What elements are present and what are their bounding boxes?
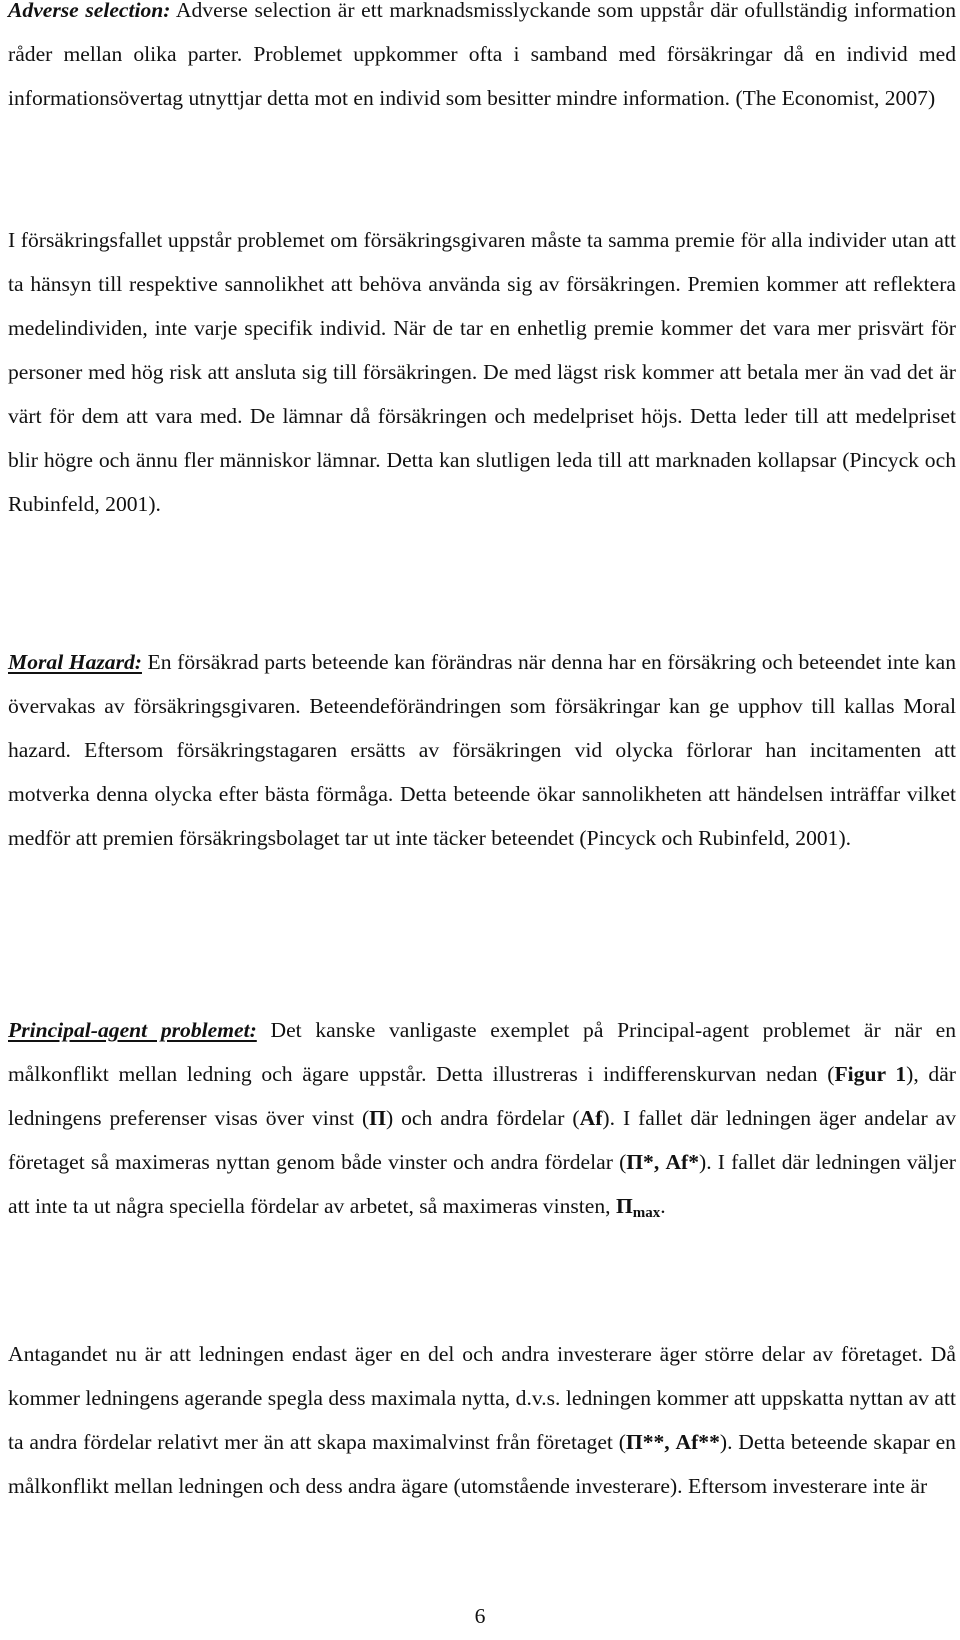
- subscript-max: max: [632, 1205, 661, 1221]
- text-segment: ). I fallet där ledningen väljer att inte ta ut några speciella fördelar av arbetet, så maximeras vinsten,: [8, 1150, 956, 1218]
- symbol-profit-max: Π: [615, 1194, 633, 1218]
- symbol-optimum: Π*, Af*: [626, 1150, 700, 1174]
- text-segment: ) och andra fördelar (: [385, 1106, 580, 1130]
- symbol-other-benefits: Af: [579, 1106, 603, 1130]
- text-segment: ). Detta beteende skapar en målkonflikt mellan ledningen och dess andra ägare (utomstående investerare). Eftersom investerare inte är: [8, 1430, 956, 1498]
- paragraph-text: Adverse selection är ett marknadsmisslyckande som uppstår där ofullständig information råder mellan olika parter. Problemet uppkommer ofta i samband med försäkringar då en individ med informationsövertag utnyttjar detta mot en individ som besitter mindre information. (The Economist, 2007): [8, 0, 957, 110]
- text-segment: Det kanske vanligaste exemplet på Principal-agent problemet är när en målkonflikt mellan ledning och ägare uppstår. Detta illustreras i indifferenskurvan nedan (: [8, 1018, 956, 1086]
- paragraph-text: En försäkrad parts beteende kan förändras när denna har en försäkring och beteendet inte kan övervakas av försäkringsgivaren. Beteendeförändringen som försäkringar kan ge upphov till kallas Moral hazard. Eftersom försäkringstagaren ersätts av försäkringen vid olycka förlorar han incitamenten att motverka denna olycka efter bästa förmåga. Detta beteende ökar sannolikheten att händelsen inträffar vilket medför att premien försäkringsbolaget tar ut inte täcker beteendet (Pincyck och Rubinfeld, 2001).: [8, 650, 956, 850]
- term-principal-agent: Principal-agent problemet:: [8, 1018, 257, 1042]
- paragraph-insurance-case: [8, 218, 956, 526]
- figure-reference: Figur 1: [834, 1062, 907, 1086]
- text-segment: ), där ledningens preferenser visas över vinst (: [8, 1062, 957, 1130]
- text-segment: .: [660, 1194, 666, 1218]
- paragraph-assumption: [8, 1332, 956, 1508]
- text-segment: Antagandet nu är att ledningen endast äger en del och andra investerare äger större delar av företaget. Då kommer ledningens agerande spegla dess maximala nytta, d.v.s. ledningen kommer att uppskatta nyttan av att ta andra fördelar relativt mer än att skapa maximalvinst från företaget (: [8, 1342, 956, 1454]
- text-segment: ). I fallet där ledningen äger andelar av företaget så maximeras nyttan genom både vinster och andra fördelar (: [8, 1106, 956, 1174]
- paragraph-text: I försäkringsfallet uppstår problemet om försäkringsgivaren måste ta samma premie för alla individer utan att ta hänsyn till respektive sannolikhet att behöva använda sig av försäkringen. Premien kommer att reflektera medelindividen, inte varje specifik individ. När de tar en enhetlig premie kommer det vara mer prisvärt för personer med hög risk att ansluta sig till försäkringen. De med lägst risk kommer att betala mer än vad det är värt för dem att vara med. De lämnar då försäkringen och medelpriset höjs. Detta leder till att medelpriset blir högre och ännu fler människor lämnar. Detta kan slutligen leda till att marknaden kollapsar (Pincyck och Rubinfeld, 2001).: [8, 228, 956, 516]
- paragraph-moral-hazard: [8, 640, 956, 860]
- term-adverse-selection: Adverse selection:: [8, 0, 171, 22]
- paragraph-principal-agent: [8, 1008, 956, 1235]
- paragraph-adverse-selection: [8, 0, 956, 120]
- term-moral-hazard: Moral Hazard:: [8, 650, 142, 674]
- page-number: 6: [474, 1604, 486, 1628]
- symbol-profit: Π: [369, 1106, 386, 1130]
- symbol-second-optimum: Π**, Af**: [625, 1430, 720, 1454]
